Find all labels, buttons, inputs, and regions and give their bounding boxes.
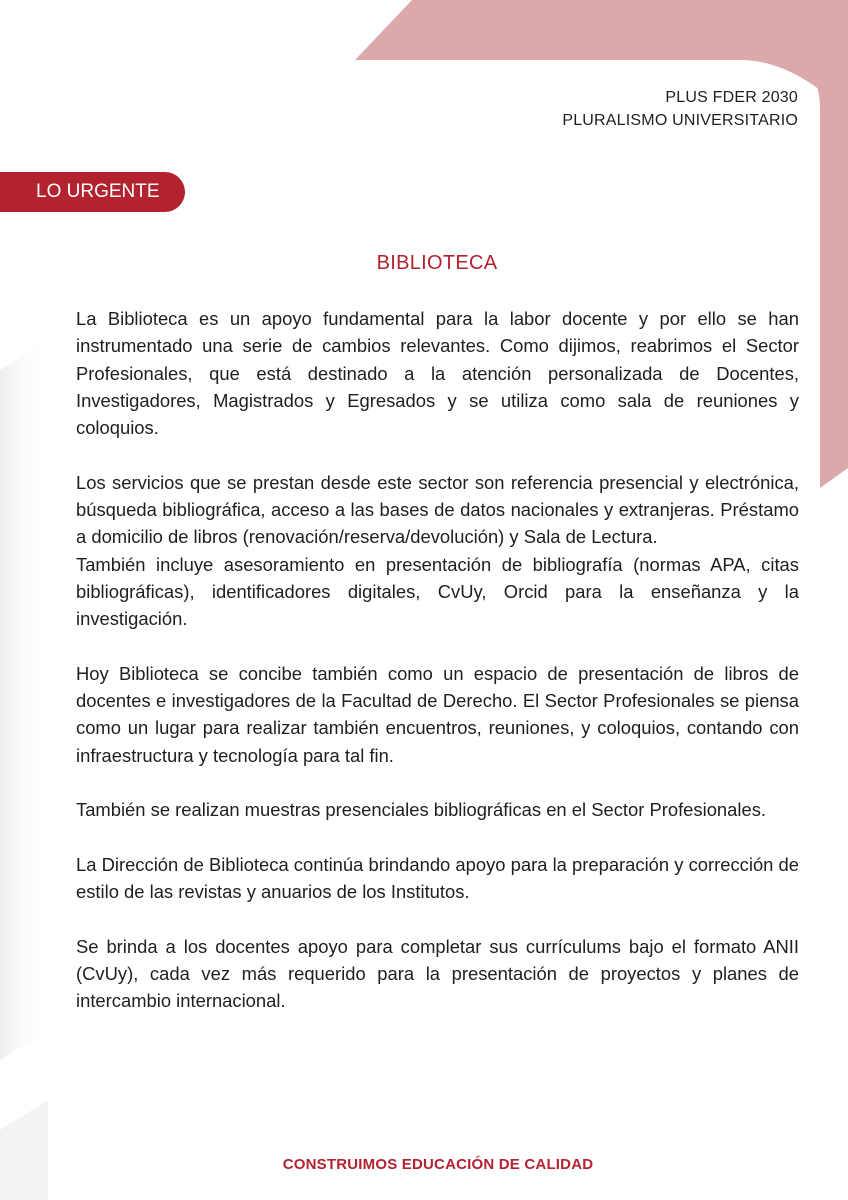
page-title: BIBLIOTECA (376, 252, 498, 274)
paragraph-3: También incluye asesoramiento en presentación de bibliografía (normas APA, citas bibliográficas), identificadores digitales, CvUy, Orcid para la enseñanza y la investigación. (76, 553, 799, 630)
paragraph-2: Los servicios que se prestan desde este sector son referencia presencial y electrónica, búsqueda bibliográfica, acceso a las bases de datos nacionales y extranjeras. Préstamo a domicilio de libros (renovación/reserva/devolución) y Sala de Lectura. (76, 471, 799, 548)
left-faint-band (0, 340, 48, 1060)
header (562, 86, 798, 132)
paragraph-5: También se realizan muestras presenciales bibliográficas en el Sector Profesionales. (76, 799, 766, 821)
footer-slogan: CONSTRUIMOS EDUCACIÓN DE CALIDAD (282, 1156, 594, 1173)
header-line-2: PLURALISMO UNIVERSITARIO (562, 112, 798, 129)
bottom-faint-wedge (0, 1100, 48, 1200)
header-line-1: PLUS FDER 2030 (665, 89, 798, 106)
paragraph-7: Se brinda a los docentes apoyo para completar sus currículums bajo el formato ANII (CvUy), cada vez más requerido para la presentación de proyectos y planes de intercambio internacional. (76, 935, 799, 1012)
paragraph-1: La Biblioteca es un apoyo fundamental para la labor docente y por ello se han instrumentado una serie de cambios relevantes. Como dijimos, reabrimos el Sector Profesionales, que está destinado a la atención personalizada de Docentes, Investigadores, Magistrados y Egresados y se utiliza como sala de reuniones y coloquios. (76, 308, 799, 439)
body-text (76, 305, 799, 1015)
paragraph-6: La Dirección de Biblioteca continúa brindando apoyo para la preparación y corrección de estilo de las revistas y anuarios de los Institutos. (76, 853, 799, 903)
paragraph-4: Hoy Biblioteca se concibe también como un espacio de presentación de libros de docentes e investigadores de la Facultad de Derecho. El Sector Profesionales se piensa como un lugar para realizar también encuentros, reuniones, y coloquios, contando con infraestructura y tecnología para tal fin. (76, 662, 799, 766)
section-tag: LO URGENTE (0, 172, 185, 212)
